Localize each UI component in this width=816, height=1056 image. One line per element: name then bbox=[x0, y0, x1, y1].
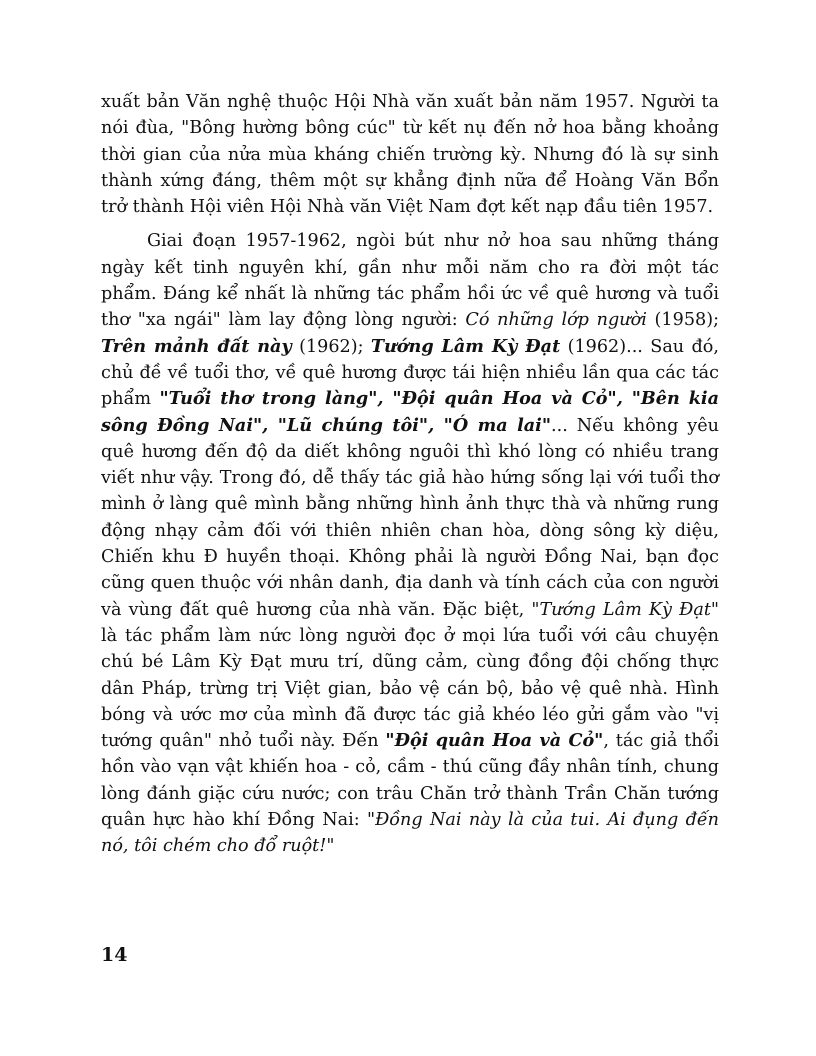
book-title-doi-quan-hoa-va-co: "Đội quân Hoa và Cỏ" bbox=[385, 730, 604, 752]
page-number: 14 bbox=[101, 944, 128, 966]
text-segment: (1958); bbox=[646, 310, 719, 331]
text-segment: , tác giả thổi hồn vào vạn vật khiến hoa - cỏ, cầm - thú cũng đầy nhân tính, chung lòng đánh giặc cứu nước; con trâu Chăn trở thành Trần Chăn tướng quân hực hào khí Đồng Nai: bbox=[101, 731, 719, 831]
quotation: "Đồng Nai này là của tui. Ai đụng đến nó, tôi chém cho đổ ruột!" bbox=[101, 810, 719, 857]
text-segment: (1962)... Sau đó, chủ đề về tuổi thơ, về quê hương được tái hiện nhiều lần qua các tác phẩm bbox=[101, 336, 719, 410]
text-segment: ... Nếu không yêu quê hương đến độ da diết không nguôi thì khó lòng có nhiều trang viết như vậy. Trong đó, dễ thấy tác giả hào hứng sống lại với tuổi thơ mình ở làng quê mình bằng những hình ảnh thực thà và những rung động nhạy cảm đối với thiên nhiên chan hòa, dòng sông kỳ diệu, Chiến khu Đ huyền thoại. Không phải là người Đồng Nai, bạn đọc cũng quen thuộc với nhân danh, địa danh và tính cách của con người và vùng đất quê hương của nhà văn. Đặc biệt, bbox=[101, 415, 719, 620]
text-segment: là tác phẩm làm nức lòng người đọc ở mọi lứa tuổi với câu chuyện chú bé Lâm Kỳ Đạt mưu trí, dũng cảm, cùng đồng đội chống thực dân Pháp, trừng trị Việt gian, bảo vệ cán bộ, bảo vệ quê nhà. Hình bóng và ước mơ của mình đã được tác giả khéo léo gửi gắm vào "vị tướng quân" nhỏ tuổi này. Đến bbox=[101, 625, 719, 752]
paragraph-1 bbox=[101, 89, 719, 220]
book-titles-list: "Tuổi thơ trong làng", "Đội quân Hoa và Cỏ", "Bên kia sông Đồng Nai", "Lũ chúng tôi", "Ó ma lai" bbox=[101, 388, 719, 436]
paragraph-2 bbox=[101, 228, 719, 859]
book-title-tuong-lam-ky-dat: Tướng Lâm Kỳ Đạt bbox=[370, 335, 561, 357]
text-segment: (1962); bbox=[291, 336, 371, 357]
text-segment: xuất bản Văn nghệ thuộc Hội Nhà văn xuất bản năm 1957. Người ta nói đùa, "Bông hường bông cúc" từ kết nụ đến nở hoa bằng khoảng thời gian của nửa mùa kháng chiến trường kỳ. Nhưng đó là sự sinh thành xứng đáng, thêm một sự khẳng định nữa để Hoàng Văn Bổn trở thành Hội viên Hội Nhà văn Việt Nam đợt kết nạp đầu tiên 1957. bbox=[101, 92, 719, 218]
text-segment: Giai đoạn 1957-1962, ngòi bút như nở hoa sau những tháng ngày kết tinh nguyên khí, gần như mỗi năm cho ra đời một tác phẩm. Đáng kể nhất là những tác phẩm hồi ức về quê hương và tuổi thơ "xa ngái" làm lay động lòng người: bbox=[101, 231, 719, 331]
book-title-co-nhung-lop-nguoi: Có những lớp người bbox=[465, 310, 647, 331]
book-title-tuong-lam-ky-dat-quoted: "Tướng Lâm Kỳ Đạt" bbox=[531, 599, 719, 620]
book-title-tren-manh-dat-nay: Trên mảnh đất này bbox=[101, 335, 292, 357]
body-text bbox=[101, 89, 719, 860]
